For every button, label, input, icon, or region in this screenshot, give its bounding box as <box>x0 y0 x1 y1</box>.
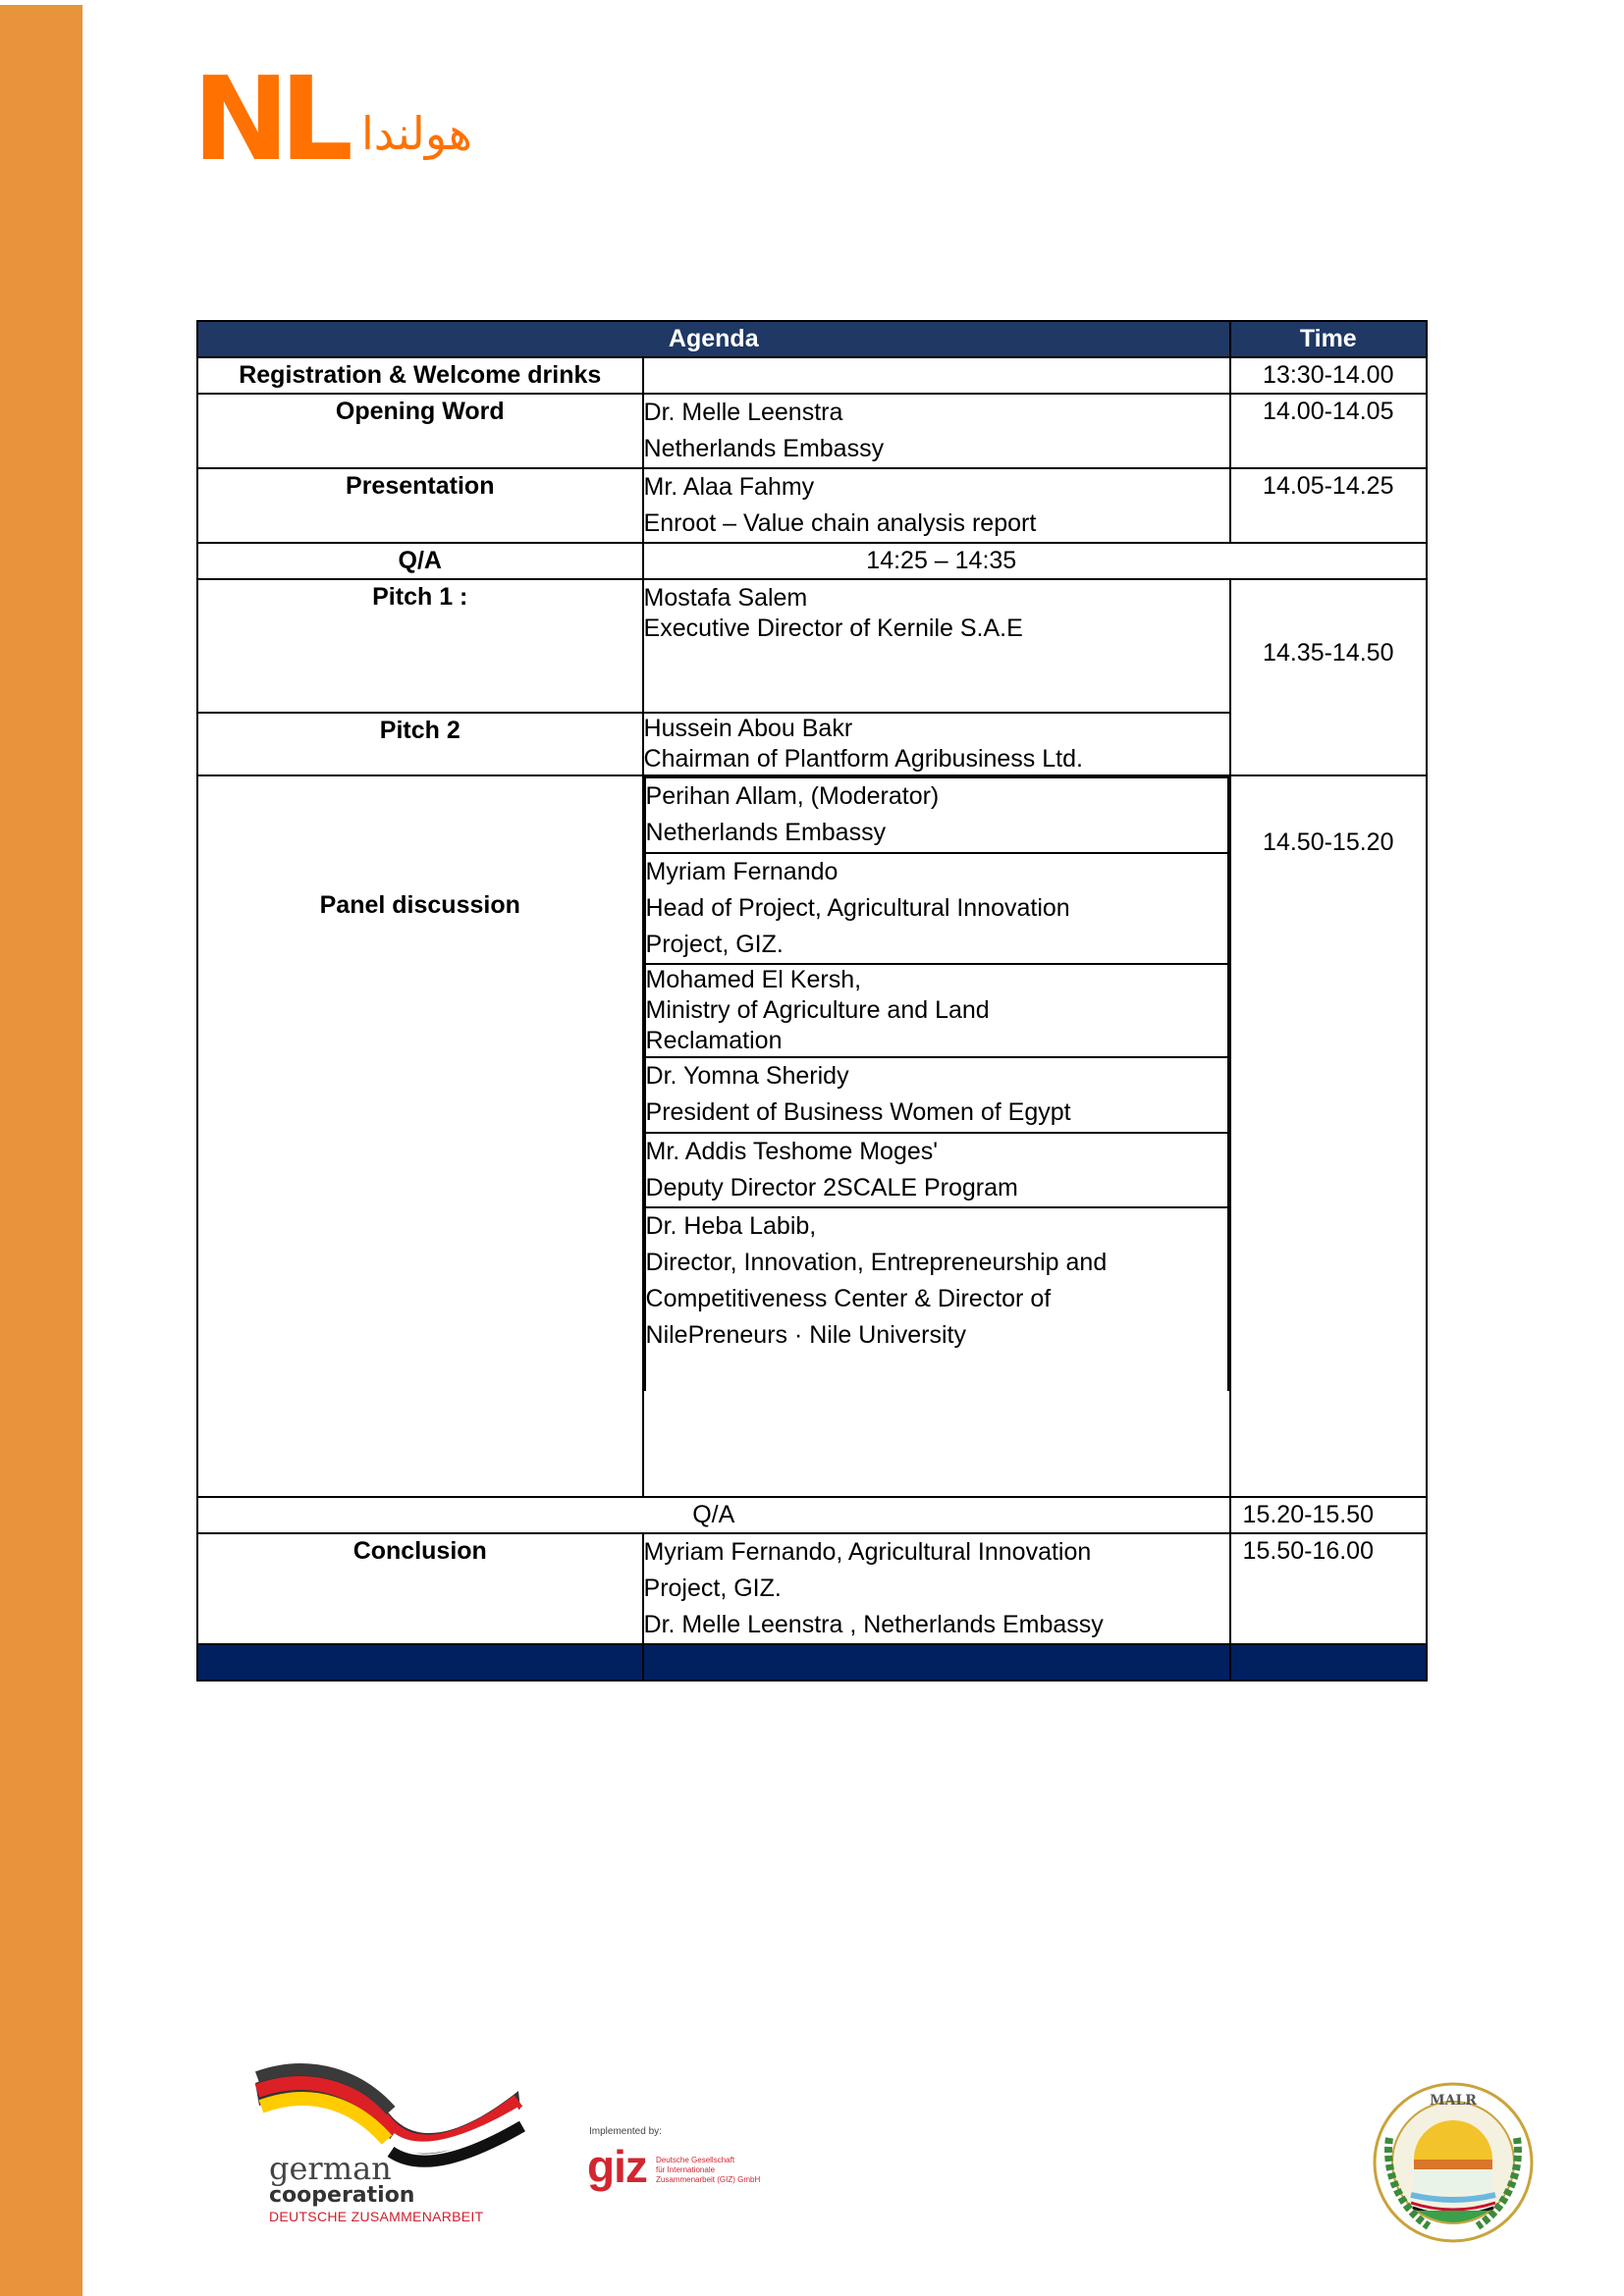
row-time: 13:30-14.00 <box>1230 357 1427 394</box>
deutsche-zusammenarbeit-label: DEUTSCHE ZUSAMMENARBEIT <box>269 2209 484 2224</box>
row-time: 15.20-15.50 <box>1230 1497 1427 1533</box>
panelist <box>645 1133 1228 1207</box>
row-label: Registration & Welcome drinks <box>197 357 643 394</box>
list-item <box>645 1207 1228 1391</box>
list-item <box>645 1133 1228 1207</box>
detail-line: Dr. Yomna Sheridy <box>645 1062 849 1090</box>
row-time: 14.50-15.20 <box>1230 775 1427 1497</box>
giz-subtitle <box>656 2156 760 2185</box>
table-header-row <box>197 321 1427 357</box>
header-agenda-label: Agenda <box>668 325 759 352</box>
detail-line: Chairman of Plantform Agribusiness Ltd. <box>643 745 1083 773</box>
row-label <box>197 775 643 1497</box>
detail-line: Director, Innovation, Entrepreneurship and <box>645 1249 1108 1276</box>
footer-cell <box>197 1644 643 1681</box>
list-item <box>645 777 1228 853</box>
giz-subtitle-line: für Internationale <box>656 2165 716 2174</box>
row-time: 15.50-16.00 <box>1230 1533 1427 1644</box>
malr-emblem <box>1370 2079 1537 2246</box>
panelist <box>645 1207 1228 1391</box>
row-label: Presentation <box>197 468 643 543</box>
table-row <box>197 394 1427 468</box>
table-row <box>197 357 1427 394</box>
table-row <box>197 775 1427 1497</box>
detail-line: Competitiveness Center & Director of <box>645 1285 1052 1312</box>
panel-discussion-label: Panel discussion <box>319 891 520 919</box>
panelist <box>645 853 1228 964</box>
footer-cell <box>643 1644 1230 1681</box>
detail-line: Myriam Fernando, Agricultural Innovation <box>643 1538 1092 1566</box>
table-footer-row <box>197 1644 1427 1681</box>
panelist <box>645 777 1228 853</box>
detail-line: Myriam Fernando <box>645 858 839 885</box>
detail-line: President of Business Women of Egypt <box>645 1098 1071 1126</box>
list-item <box>645 964 1228 1057</box>
row-details <box>643 468 1230 543</box>
table-row <box>197 1497 1427 1533</box>
panelists-list <box>644 776 1229 1391</box>
detail-line: NilePreneurs · Nile University <box>645 1321 966 1349</box>
list-item <box>645 853 1228 964</box>
row-details <box>643 1533 1230 1644</box>
list-item <box>645 1057 1228 1133</box>
giz-subtitle-line: Zusammenarbeit (GIZ) GmbH <box>656 2175 761 2184</box>
table-row <box>197 1533 1427 1644</box>
detail-line: Hussein Abou Bakr <box>643 715 853 742</box>
detail-line: Head of Project, Agricultural Innovation <box>645 894 1070 922</box>
row-details <box>643 357 1230 394</box>
panelist <box>645 1057 1228 1133</box>
nl-logo-mark: NL <box>192 51 344 187</box>
row-label: Conclusion <box>197 1533 643 1644</box>
detail-line: Project, GIZ. <box>645 931 784 958</box>
german-cooperation-logo <box>253 2061 528 2228</box>
table-row <box>197 468 1427 543</box>
row-label: Q/A <box>197 543 643 579</box>
agenda-table <box>196 320 1428 1682</box>
table-row <box>197 579 1427 713</box>
row-label: Pitch 2 <box>197 713 643 775</box>
german-label: german <box>269 2150 392 2187</box>
detail-line: Dr. Melle Leenstra , Netherlands Embassy <box>643 1611 1104 1638</box>
detail-line: Ministry of Agriculture and Land <box>645 996 990 1024</box>
header-agenda <box>197 321 1230 357</box>
row-details <box>643 713 1230 775</box>
giz-wordmark: giz <box>587 2141 647 2192</box>
header-time: Time <box>1230 321 1427 357</box>
detail-line: Perihan Allam, (Moderator) <box>645 782 940 810</box>
malr-seal-icon <box>1370 2079 1537 2246</box>
detail-line: Deputy Director 2SCALE Program <box>645 1174 1018 1201</box>
detail-line: Reclamation <box>645 1027 783 1054</box>
detail-line: Enroot – Value chain analysis report <box>643 509 1037 537</box>
row-time-merged: 14:25 – 14:35 <box>643 543 1427 579</box>
row-label: Opening Word <box>197 394 643 468</box>
detail-line: Mr. Addis Teshome Moges' <box>645 1138 939 1165</box>
table-row <box>197 543 1427 579</box>
detail-line: Netherlands Embassy <box>645 819 887 846</box>
row-time: 14.05-14.25 <box>1230 468 1427 543</box>
panelists-cell <box>643 775 1230 1497</box>
implemented-by-label: Implemented by: <box>589 2126 662 2137</box>
row-time: 14.00-14.05 <box>1230 394 1427 468</box>
panelist <box>645 964 1228 1057</box>
cooperation-label: cooperation <box>269 2183 415 2208</box>
detail-line: Netherlands Embassy <box>643 435 885 462</box>
orange-side-bar <box>0 5 82 2296</box>
detail-line: Mostafa Salem <box>643 584 808 612</box>
nl-logo-arabic: هولندا <box>361 107 472 160</box>
detail-line: Mohamed El Kersh, <box>645 966 862 993</box>
malr-title: MALR <box>1430 2093 1477 2109</box>
detail-line: Executive Director of Kernile S.A.E <box>643 614 1023 642</box>
detail-line: Project, GIZ. <box>643 1575 782 1602</box>
row-details <box>643 579 1230 713</box>
detail-line: Dr. Heba Labib, <box>645 1212 817 1240</box>
footer-cell <box>1230 1644 1427 1681</box>
row-label: Pitch 1 : <box>197 579 643 713</box>
detail-line: Mr. Alaa Fahmy <box>643 473 815 501</box>
row-label: Q/A <box>197 1497 1230 1533</box>
row-details <box>643 394 1230 468</box>
giz-logo <box>587 2126 784 2205</box>
netherlands-logo <box>192 51 546 187</box>
giz-subtitle-line: Deutsche Gesellschaft <box>656 2156 735 2164</box>
detail-line: Dr. Melle Leenstra <box>643 399 843 426</box>
row-time: 14.35-14.50 <box>1230 579 1427 775</box>
